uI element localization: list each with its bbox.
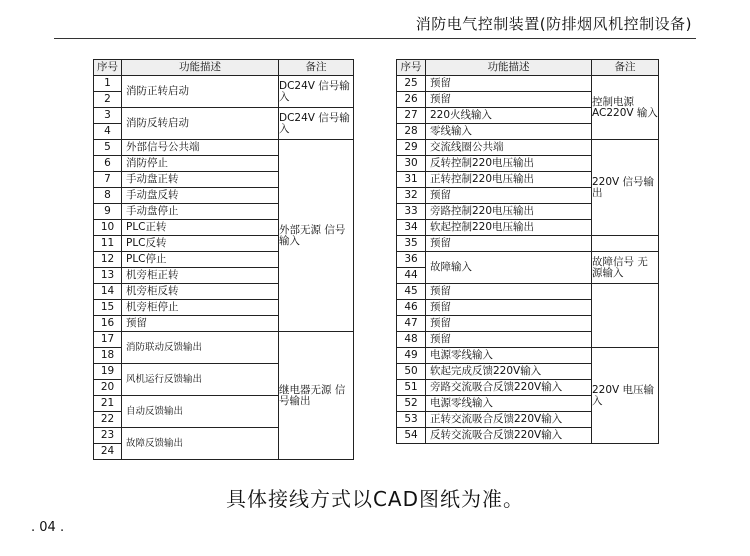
seq-cell: 20 (94, 380, 122, 396)
table-row (94, 332, 354, 348)
note-cell (279, 332, 354, 460)
seq-cell: 10 (94, 220, 122, 236)
table-header-row (397, 60, 659, 76)
seq-cell: 23 (94, 428, 122, 444)
function-cell: PLC正转 (122, 220, 279, 236)
function-cell: 预留 (426, 188, 592, 204)
function-cell: 手动盘停止 (122, 204, 279, 220)
table-row (397, 140, 659, 156)
seq-cell: 24 (94, 444, 122, 460)
seq-cell: 9 (94, 204, 122, 220)
note-cell (592, 236, 659, 252)
table-row (397, 236, 659, 252)
function-cell: 预留 (426, 300, 592, 316)
function-cell: 预留 (426, 284, 592, 300)
function-cell: 手动盘反转 (122, 188, 279, 204)
seq-cell: 36 (397, 252, 426, 268)
seq-cell: 44 (397, 268, 426, 284)
seq-cell: 45 (397, 284, 426, 300)
function-cell: 外部信号公共端 (122, 140, 279, 156)
table-row (94, 140, 354, 156)
seq-cell: 14 (94, 284, 122, 300)
note-cell (279, 108, 354, 140)
seq-cell: 13 (94, 268, 122, 284)
note-cell (592, 140, 659, 236)
seq-cell: 28 (397, 124, 426, 140)
seq-cell: 1 (94, 76, 122, 92)
seq-cell: 47 (397, 316, 426, 332)
function-cell: 消防反转启动 (122, 108, 279, 140)
table-row (94, 76, 354, 92)
seq-cell: 50 (397, 364, 426, 380)
wiring-footnote: 具体接线方式以CAD图纸为准。 (225, 487, 525, 511)
seq-cell: 2 (94, 92, 122, 108)
seq-cell: 11 (94, 236, 122, 252)
seq-cell: 49 (397, 348, 426, 364)
function-cell: 旁路交流吸合反馈220V输入 (426, 380, 592, 396)
seq-cell: 3 (94, 108, 122, 124)
function-cell: 预留 (426, 76, 592, 92)
function-cell: PLC反转 (122, 236, 279, 252)
note-header: 备注 (279, 60, 354, 76)
function-cell: 软起完成反馈220V输入 (426, 364, 592, 380)
note-header: 备注 (592, 60, 659, 76)
seq-cell: 22 (94, 412, 122, 428)
note-cell (592, 348, 659, 444)
note-text: 控制电源 AC220V 输入 (592, 95, 658, 119)
function-cell: 预留 (426, 316, 592, 332)
table-row (397, 76, 659, 92)
function-cell: 机旁柜停止 (122, 300, 279, 316)
table-row (397, 252, 659, 268)
seq-cell: 19 (94, 364, 122, 380)
function-cell: 故障输入 (426, 252, 592, 284)
seq-cell: 17 (94, 332, 122, 348)
seq-cell: 25 (397, 76, 426, 92)
function-cell: 自动反馈输出 (122, 396, 279, 428)
seq-cell: 32 (397, 188, 426, 204)
table-header-row (94, 60, 354, 76)
note-cell (592, 284, 659, 348)
wiring-table-right (396, 59, 659, 444)
note-text: 220V 电压输入 (592, 383, 655, 407)
function-cell: 手动盘正转 (122, 172, 279, 188)
function-cell: 软起控制220电压输出 (426, 220, 592, 236)
seq-cell: 16 (94, 316, 122, 332)
seq-cell: 31 (397, 172, 426, 188)
function-cell: 消防正转启动 (122, 76, 279, 108)
table-row (397, 284, 659, 300)
seq-cell: 52 (397, 396, 426, 412)
function-cell: 正转交流吸合反馈220V输入 (426, 412, 592, 428)
seq-cell: 35 (397, 236, 426, 252)
function-cell: 反转交流吸合反馈220V输入 (426, 428, 592, 444)
function-cell: 电源零线输入 (426, 348, 592, 364)
seq-cell: 48 (397, 332, 426, 348)
seq-cell: 26 (397, 92, 426, 108)
seq-cell: 21 (94, 396, 122, 412)
seq-cell: 30 (397, 156, 426, 172)
note-cell (279, 140, 354, 332)
seq-cell: 53 (397, 412, 426, 428)
function-cell: 旁路控制220电压输出 (426, 204, 592, 220)
function-cell: 消防联动反馈输出 (122, 332, 279, 364)
wiring-table-left (93, 59, 354, 460)
note-text: DC24V 信号输入 (279, 111, 350, 135)
seq-cell: 34 (397, 220, 426, 236)
function-cell: 故障反馈输出 (122, 428, 279, 460)
seq-cell: 15 (94, 300, 122, 316)
page-header-title: 消防电气控制装置(防排烟风机控制设备) (415, 15, 692, 33)
seq-cell: 8 (94, 188, 122, 204)
seq-cell: 5 (94, 140, 122, 156)
function-cell: 机旁柜正转 (122, 268, 279, 284)
function-cell: 预留 (426, 236, 592, 252)
function-cell: 风机运行反馈输出 (122, 364, 279, 396)
note-cell (592, 252, 659, 284)
note-cell (592, 76, 659, 140)
function-cell: PLC停止 (122, 252, 279, 268)
table-row (94, 108, 354, 124)
function-cell: 预留 (426, 332, 592, 348)
note-text: 220V 信号输出 (592, 175, 655, 199)
function-cell: 机旁柜反转 (122, 284, 279, 300)
seq-cell: 27 (397, 108, 426, 124)
function-header: 功能描述 (122, 60, 279, 76)
note-text: 外部无源 信号输入 (279, 223, 346, 247)
seq-cell: 51 (397, 380, 426, 396)
function-cell: 反转控制220电压输出 (426, 156, 592, 172)
seq-cell: 18 (94, 348, 122, 364)
seq-cell: 46 (397, 300, 426, 316)
seq-header: 序号 (397, 60, 426, 76)
table-row (397, 348, 659, 364)
function-cell: 正转控制220电压输出 (426, 172, 592, 188)
note-cell (279, 76, 354, 108)
seq-cell: 7 (94, 172, 122, 188)
header-divider (54, 38, 696, 39)
seq-cell: 29 (397, 140, 426, 156)
seq-cell: 33 (397, 204, 426, 220)
note-text: DC24V 信号输入 (279, 79, 350, 103)
seq-cell: 54 (397, 428, 426, 444)
function-cell: 零线输入 (426, 124, 592, 140)
function-header: 功能描述 (426, 60, 592, 76)
note-text: 继电器无源 信号输出 (279, 383, 346, 407)
note-text: 故障信号 无源输入 (592, 255, 648, 279)
seq-cell: 6 (94, 156, 122, 172)
seq-cell: 12 (94, 252, 122, 268)
function-cell: 电源零线输入 (426, 396, 592, 412)
seq-cell: 4 (94, 124, 122, 140)
page-number: . 04 . (31, 520, 65, 535)
function-cell: 交流线圈公共端 (426, 140, 592, 156)
seq-header: 序号 (94, 60, 122, 76)
function-cell: 消防停止 (122, 156, 279, 172)
function-cell: 预留 (122, 316, 279, 332)
function-cell: 预留 (426, 92, 592, 108)
function-cell: 220火线输入 (426, 108, 592, 124)
